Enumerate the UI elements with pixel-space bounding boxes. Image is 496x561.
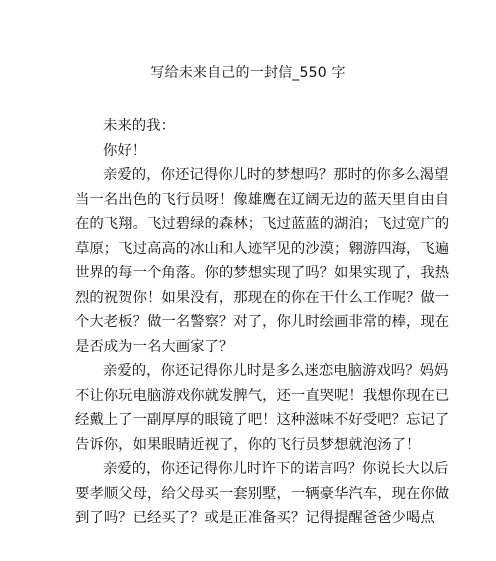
letter-body [75,114,450,531]
paragraph-line: 到了吗？已经买了？或是正准备买？记得提醒爸爸少喝点 [75,510,435,526]
greeting: 你好！ [103,142,147,159]
paragraph-line: 经戴上了一副厚厚的眼镜了吧！这种滋味不好受吧？忘记了 [75,412,450,428]
paragraph-line: 告诉你，如果眼睛近视了，你的飞行员梦想就泡汤了！ [75,436,421,453]
paragraph-line: 个大老板？做一名警察？对了，你儿时绘画非常的棒，现在 [75,314,450,330]
paragraph-line: 世界的每一个角落。你的梦想实现了吗？如果实现了，我热 [75,265,450,281]
paragraph-line: 是否成为一名大画家了？ [75,338,234,355]
paragraph-line: 不让你玩电脑游戏你就发脾气，还一直哭呢！我想你现在已 [75,387,450,404]
salutation: 未来的我： [103,118,175,134]
paragraph-line: 草原；飞过高高的冰山和人迹罕见的沙漠；翱游四海，飞遍 [75,240,450,257]
paragraph-line: 要孝顺父母，给父母买一套别墅，一辆豪华汽车，现在你做 [75,485,450,502]
document-title: 写给未来自己的一封信_550 字 [150,65,346,81]
paragraph-line: 在的飞翔。飞过碧绿的森林；飞过蓝蓝的湖泊；飞过宽广的 [75,216,450,232]
paragraph-line: 亲爱的，你还记得你儿时是多么迷恋电脑游戏吗？妈妈 [103,363,449,379]
paragraph-line: 烈的祝贺你！如果没有，那现在的你在干什么工作呢？做一 [75,289,450,306]
paragraph-line: 亲爱的，你还记得你儿时许下的诺言吗？你说长大以后 [103,461,449,477]
paragraph-line: 亲爱的，你还记得你儿时的梦想吗？那时的你多么渴望 [103,167,449,183]
paragraph-line: 当一名出色的飞行员呀！像雄鹰在辽阔无边的蓝天里自由自 [75,191,450,208]
